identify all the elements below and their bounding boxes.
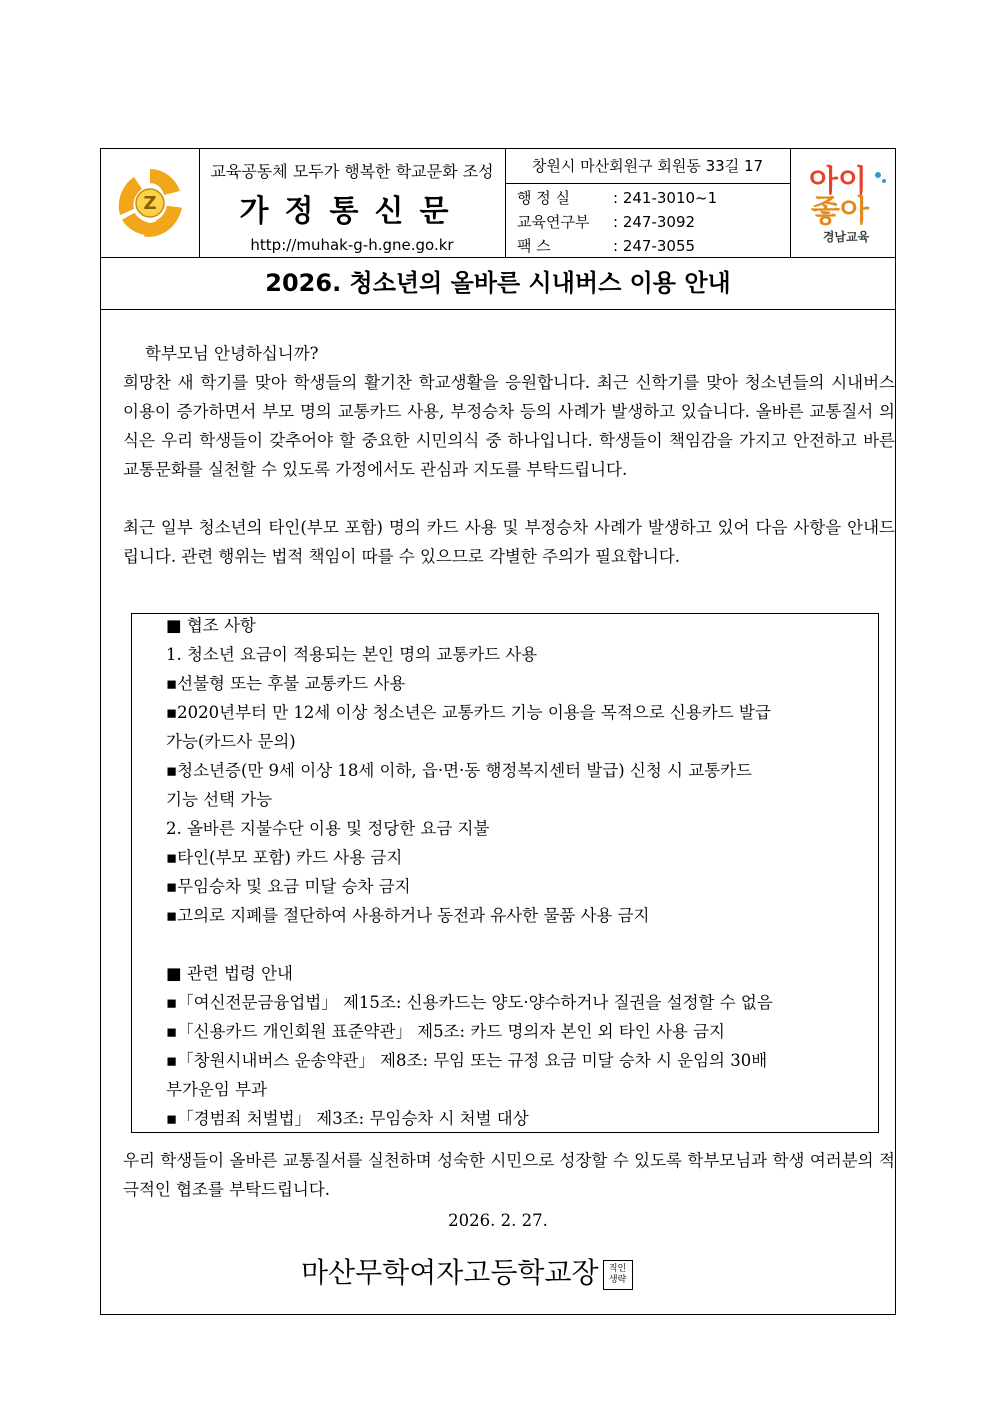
paper-title: 가정통신문 (239, 194, 465, 229)
contact-research (517, 211, 695, 232)
school-logo-cell (101, 149, 200, 257)
law-item: 부가운임 부과 (166, 1080, 267, 1099)
logo-caption: 경남교육 (822, 230, 870, 244)
school-address: 창원시 마산회원구 회원동 33길 17 (505, 149, 790, 184)
official-seal (603, 1260, 633, 1290)
intro-paragraph-1: 희망찬 새 학기를 맞아 학생들의 활기찬 학교생활을 응원합니다. 최근 신학기를 맞아 청소년들의 시내버스 이용이 증가하면서 부모 명의 교통카드 사용, 부정승차 등의 사례가 발생하고 있습니다. 올바른 교통질서 의식은 우리 학생들이 갖추어야 할 중요한 시민의식 중 하나입니다. 학생들이 책임감을 가지고 안전하고 바른 교통문화를 실천할 수 있도록 가정에서도 관심과 지도를 부탁드립니다. (123, 373, 895, 479)
issue-date: 2026. 2. 27. (448, 1211, 548, 1230)
contact-label: 팩 스 (517, 237, 551, 255)
logo-line1: 아이 (809, 164, 867, 199)
gyeongnam-education-logo (790, 149, 895, 257)
contact-fax (517, 235, 695, 256)
list-item: ▪2020년부터 만 12세 이상 청소년은 교통카드 기능 이용을 목적으로 신용카드 발급 (166, 703, 771, 722)
law-item: ▪「여신전문금융업법」 제15조: 신용카드는 양도·양수하거나 질권을 설정할 수 없음 (166, 993, 773, 1012)
contact-label: 행 정 실 (517, 189, 571, 207)
list-item: ▪타인(부모 포함) 카드 사용 금지 (166, 848, 403, 867)
aijoa-logo-icon (790, 149, 895, 257)
school-url[interactable]: http://muhak-g-h.gne.go.kr (250, 236, 454, 254)
principal-name: 마산무학여자고등학교장 (301, 1256, 599, 1289)
info-box (131, 613, 879, 1133)
header-row (101, 149, 895, 258)
notice-title: 2026. 청소년의 올바른 시내버스 이용 안내 (101, 257, 895, 310)
list-item: 2. 올바른 지불수단 이용 및 정당한 요금 지불 (166, 819, 490, 838)
contact-label: 교육연구부 (517, 213, 590, 231)
contact-cell (505, 149, 791, 257)
law-item: ▪「창원시내버스 운송약관」 제8조: 무임 또는 규정 요금 미달 승차 시 운임의 30배 (166, 1051, 768, 1070)
law-heading: ■ 관련 법령 안내 (166, 964, 293, 983)
list-item: ▪고의로 지폐를 절단하여 사용하거나 동전과 유사한 물품 사용 금지 (166, 906, 650, 925)
intro-paragraph-2: 최근 일부 청소년의 타인(부모 포함) 명의 카드 사용 및 부정승차 사례가 발생하고 있어 다음 사항을 안내드립니다. 관련 행위는 법적 책임이 따를 수 있으므로 각별한 주의가 필요합니다. (123, 518, 895, 566)
list-item: 1. 청소년 요금이 적용되는 본인 명의 교통카드 사용 (166, 645, 538, 664)
list-item: 가능(카드사 문의) (166, 732, 296, 751)
law-item: ▪「경범죄 처벌법」 제3조: 무임승차 시 처벌 대상 (166, 1109, 529, 1128)
contact-admin (517, 187, 717, 208)
masthead (199, 149, 506, 257)
list-item: ▪선불형 또는 후불 교통카드 사용 (166, 674, 406, 693)
coop-heading: ■ 협조 사항 (166, 616, 256, 635)
law-item: ▪「신용카드 개인회원 표준약관」 제5조: 카드 명의자 본인 외 타인 사용 금지 (166, 1022, 725, 1041)
school-emblem-icon (101, 149, 199, 257)
list-item: ▪청소년증(만 9세 이상 18세 이하, 읍·면·동 행정복지센터 발급) 신청 시 교통카드 (166, 761, 752, 780)
list-item: ▪무임승차 및 요금 미달 승차 금지 (166, 877, 411, 896)
slogan: 교육공동체 모두가 행복한 학교문화 조성 (210, 162, 494, 181)
greeting: 학부모님 안녕하십니까? (145, 344, 319, 363)
contact-value: : 241-3010~1 (613, 189, 718, 207)
svg-text:Z: Z (143, 193, 157, 214)
principal-signature (301, 1251, 633, 1291)
closing-paragraph: 우리 학생들이 올바른 교통질서를 실천하며 성숙한 시민으로 성장할 수 있도록 학부모님과 학생 여러분의 적극적인 협조를 부탁드립니다. (123, 1151, 895, 1199)
list-item: 기능 선택 가능 (166, 790, 273, 809)
seal-line1: 직인 (608, 1263, 627, 1274)
contact-value: : 247-3092 (613, 213, 696, 231)
logo-line2: 좋아 (811, 194, 869, 229)
notice-frame (100, 148, 896, 1315)
seal-line2: 생략 (608, 1274, 627, 1285)
contact-value: : 247-3055 (613, 237, 696, 255)
